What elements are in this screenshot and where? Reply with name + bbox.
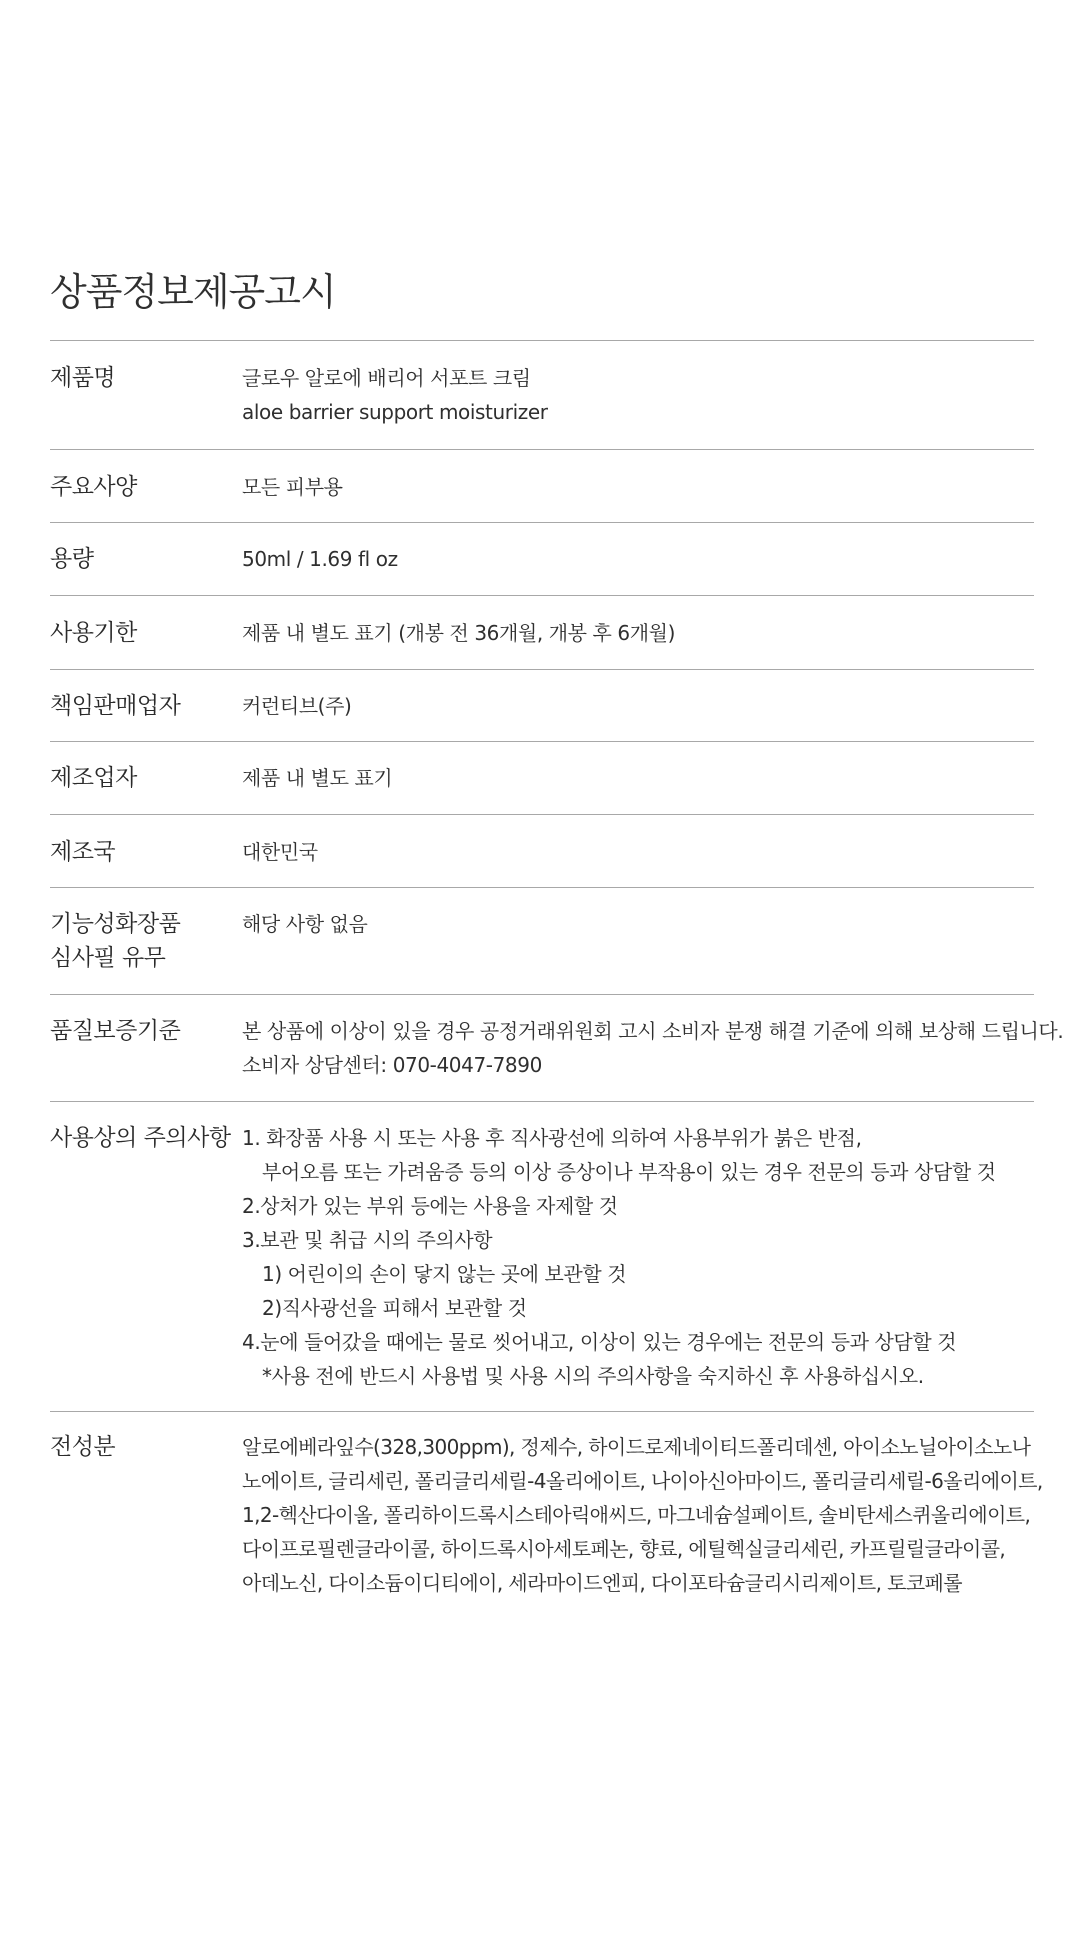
info-row-manufacturer xyxy=(50,742,1034,815)
value-line: 3.보관 및 취급 시의 주의사항 xyxy=(242,1228,493,1252)
value-line: 다이프로필렌글라이콜, 하이드록시아세토페논, 향료, 에틸헥실글리세린, 카프릴릴글라이콜, xyxy=(242,1537,1006,1561)
value-line: 대한민국 xyxy=(242,840,318,864)
page-title: 상품정보제공고시 xyxy=(50,262,1034,341)
row-label: 책임판매업자 xyxy=(50,693,181,719)
value-line: *사용 전에 반드시 사용법 및 사용 시의 주의사항을 숙지하신 후 사용하십시오. xyxy=(262,1364,924,1388)
value-line: 2.상처가 있는 부위 등에는 사용을 자제할 것 xyxy=(242,1194,618,1218)
value-line: 모든 피부용 xyxy=(242,475,343,499)
product-info-notice xyxy=(50,262,1064,1600)
row-label: 제품명 xyxy=(50,365,116,391)
value-line: 본 상품에 이상이 있을 경우 공정거래위원회 고시 소비자 분쟁 해결 기준에 의해 보상해 드립니다. xyxy=(242,1019,1064,1043)
info-row-main-spec xyxy=(50,450,1034,523)
value-line: 1) 어린이의 손이 닿지 않는 곳에 보관할 것 xyxy=(262,1262,627,1286)
value-line: aloe barrier support moisturizer xyxy=(242,400,548,424)
value-line: 제품 내 별도 표기 xyxy=(242,766,393,790)
row-label: 사용상의 주의사항 xyxy=(50,1125,231,1151)
info-row-expiry xyxy=(50,596,1034,670)
info-row-caution xyxy=(50,1102,1034,1412)
value-line: 노에이트, 글리세린, 폴리글리세릴-4올리에이트, 나이아신아마이드, 폴리글리세릴-6올리에이트, xyxy=(242,1469,1043,1493)
info-row-functional-cosmetic xyxy=(50,888,1034,995)
value-line: 1. 화장품 사용 시 또는 사용 후 직사광선에 의하여 사용부위가 붉은 반점, xyxy=(242,1126,862,1150)
row-value xyxy=(242,1430,1043,1600)
value-line: 2)직사광선을 피해서 보관할 것 xyxy=(262,1296,527,1320)
info-row-ingredients xyxy=(50,1412,1043,1600)
value-line: 소비자 상담센터: 070-4047-7890 xyxy=(242,1053,542,1077)
value-line: 알로에베라잎수(328,300ppm), 정제수, 하이드로제네이티드폴리데센, 아이소노닐아이소노나 xyxy=(242,1435,1031,1459)
row-value xyxy=(242,835,1034,869)
row-value xyxy=(242,361,1034,429)
info-row-seller xyxy=(50,670,1034,742)
value-line: 해당 사항 없음 xyxy=(242,912,368,936)
label-line: 기능성화장품 xyxy=(50,911,181,937)
row-label xyxy=(50,907,242,975)
row-label: 사용기한 xyxy=(50,620,137,646)
value-line: 부어오름 또는 가려움증 등의 이상 증상이나 부작용이 있는 경우 전문의 등과 상담할 것 xyxy=(262,1160,996,1184)
value-line: 글로우 알로에 배리어 서포트 크림 xyxy=(242,366,531,390)
row-label: 제조국 xyxy=(50,839,116,865)
row-label: 전성분 xyxy=(50,1434,116,1460)
info-row-country xyxy=(50,815,1034,888)
value-line: 제품 내 별도 표기 (개봉 전 36개월, 개봉 후 6개월) xyxy=(242,621,675,645)
label-line: 심사필 유무 xyxy=(50,945,166,971)
row-label: 제조업자 xyxy=(50,765,137,791)
row-label: 용량 xyxy=(50,546,94,572)
row-value xyxy=(242,616,1034,650)
row-label: 품질보증기준 xyxy=(50,1018,181,1044)
info-row-quality-standard xyxy=(50,995,1064,1102)
row-value xyxy=(242,1121,1034,1393)
row-value xyxy=(242,542,1034,576)
value-line: 1,2-헥산다이올, 폴리하이드록시스테아릭애씨드, 마그네슘설페이트, 솔비탄세스퀴올리에이트, xyxy=(242,1503,1031,1527)
info-row-volume xyxy=(50,523,1034,596)
value-line: 아데노신, 다이소듐이디티에이, 세라마이드엔피, 다이포타슘글리시리제이트, 토코페롤 xyxy=(242,1571,962,1595)
row-value xyxy=(242,689,1034,723)
row-value xyxy=(242,1014,1063,1082)
row-label: 주요사양 xyxy=(50,474,137,500)
info-row-product-name xyxy=(50,341,1034,450)
row-value xyxy=(242,470,1034,504)
row-value xyxy=(242,907,1034,975)
value-line: 4.눈에 들어갔을 때에는 물로 씻어내고, 이상이 있는 경우에는 전문의 등과 상담할 것 xyxy=(242,1330,957,1354)
row-value xyxy=(242,761,1034,795)
value-line: 커런티브(주) xyxy=(242,694,352,718)
value-line: 50ml / 1.69 fl oz xyxy=(242,547,398,571)
